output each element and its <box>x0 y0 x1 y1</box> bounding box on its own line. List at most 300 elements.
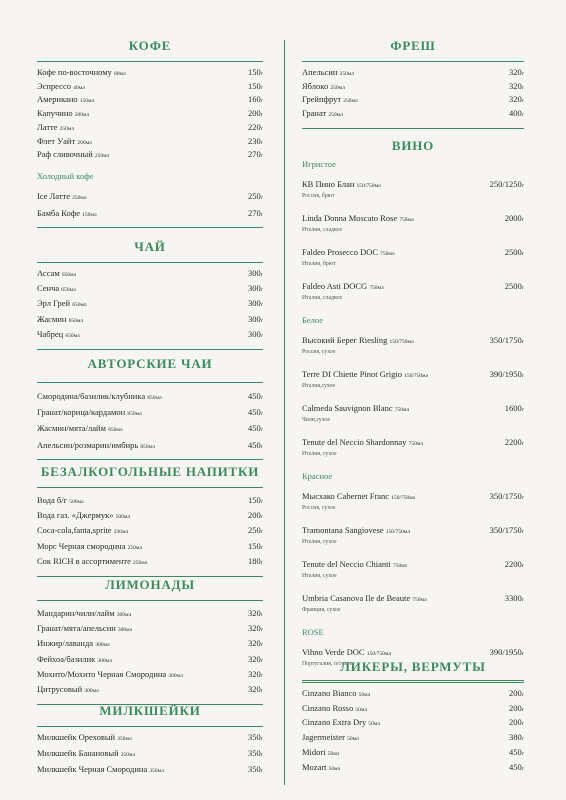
wine-item <box>302 212 524 234</box>
item-name-group <box>37 541 142 555</box>
item-name: Милкшейк Ореховый <box>37 732 116 742</box>
currency-mark: г <box>260 125 263 132</box>
item-name-group <box>37 440 155 454</box>
item-price-group <box>248 391 263 405</box>
item-price: 320 <box>247 623 261 634</box>
wine-section <box>302 138 524 681</box>
menu-item-row <box>302 747 524 761</box>
item-price: 220 <box>247 121 261 132</box>
section-rule-bottom <box>37 227 263 228</box>
item-name: КВ Пино Блан <box>302 179 355 189</box>
wine-origin: Италия, брют <box>302 261 336 267</box>
item-price: 350/1750 <box>489 491 522 501</box>
section-rule <box>37 487 263 488</box>
item-name: Umbria Casanova Ile de Beaute <box>302 593 411 603</box>
item-price-group <box>248 732 263 746</box>
item-volume: 500мл <box>115 514 131 521</box>
item-price-group <box>248 764 263 778</box>
item-price: 450 <box>508 746 522 757</box>
item-name: Terre DI Chiette Pinot Grigio <box>302 369 402 379</box>
currency-mark: г <box>260 544 263 551</box>
item-name-group <box>302 212 414 226</box>
menu-item-row <box>302 524 524 538</box>
item-price: 320 <box>247 653 261 664</box>
item-price: 320 <box>247 684 261 695</box>
item-price-group <box>248 298 263 312</box>
item-price: 350 <box>247 764 261 775</box>
section-title-milkshake: МИЛКШЕЙКИ <box>99 703 201 718</box>
menu-item-row <box>37 407 263 421</box>
item-name: Инжир/лаванда <box>37 638 94 649</box>
item-price: 300 <box>247 313 261 324</box>
item-name: Грейпфрут <box>302 94 342 105</box>
currency-mark: г <box>260 112 263 119</box>
currency-mark: г <box>260 139 263 146</box>
section-rule-bottom <box>37 459 263 460</box>
item-name: Раф сливочный <box>37 149 93 160</box>
item-name-group <box>37 208 97 222</box>
wine-origin: Италия, сладкое <box>302 227 343 233</box>
item-name: Высокий Берег Riesling <box>302 335 388 345</box>
currency-mark: г <box>521 736 524 743</box>
wine-origin: Россия, сухое <box>302 505 336 511</box>
wine-item <box>302 558 524 580</box>
currency-mark: г <box>521 407 524 413</box>
menu-item-row <box>37 81 263 95</box>
item-volume: 50мл <box>368 721 381 728</box>
item-price: 300 <box>247 283 261 294</box>
item-volume: 350мл <box>117 736 132 742</box>
menu-item-row <box>302 703 524 717</box>
menu-item-row <box>37 541 263 555</box>
item-name-group <box>37 149 109 163</box>
menu-item-row <box>302 81 524 95</box>
item-volume: 750мл <box>380 251 395 257</box>
item-price-group <box>509 81 524 95</box>
menu-item-row <box>37 283 263 297</box>
item-volume: 750мл <box>393 563 408 569</box>
item-name-group <box>302 762 340 776</box>
wine-origin: Италия, сухое <box>302 539 337 545</box>
item-price-group <box>509 108 524 122</box>
item-price: 350/1750 <box>489 525 522 535</box>
item-name-group <box>37 391 162 405</box>
menu-item-row <box>37 191 263 205</box>
item-name-group <box>37 67 126 81</box>
item-name-group <box>302 747 339 761</box>
menu-item-row <box>37 732 263 746</box>
item-name: Капучино <box>37 108 73 119</box>
item-price-group <box>248 283 263 297</box>
currency-mark: г <box>521 84 524 91</box>
currency-mark: г <box>260 84 263 91</box>
item-volume: 40мл <box>73 84 85 91</box>
item-price: 2500 <box>504 281 522 291</box>
item-price-group <box>248 122 263 136</box>
item-price-group <box>490 646 524 660</box>
item-name: Жасмин/мята/лайм <box>37 423 106 434</box>
wine-item <box>302 592 524 614</box>
item-volume: 250мл <box>133 559 148 566</box>
item-price: 320 <box>247 638 261 649</box>
liqueur-list <box>302 688 524 775</box>
item-name-group <box>37 556 148 570</box>
item-name-group <box>302 524 410 538</box>
currency-mark: г <box>260 395 263 401</box>
item-price-group <box>248 495 263 509</box>
currency-mark: г <box>521 71 524 77</box>
wine-item <box>302 402 524 424</box>
currency-mark: г <box>260 411 263 418</box>
item-price-group <box>509 762 524 776</box>
item-price: 2500 <box>504 247 522 257</box>
lemonade-list <box>37 608 263 698</box>
currency-mark: г <box>260 427 263 434</box>
item-name-group <box>302 592 427 606</box>
item-price: 270 <box>247 149 261 160</box>
menu-item-row <box>302 436 524 450</box>
item-volume: 150/750мл <box>385 529 410 535</box>
item-volume: 150/750мл <box>389 339 414 345</box>
item-volume: 50мл <box>358 692 371 698</box>
section-rule-bottom <box>302 128 524 129</box>
author-tea-section <box>37 356 263 460</box>
item-price: 400 <box>508 108 522 119</box>
item-price-group <box>509 688 524 702</box>
item-volume: 300мл <box>84 688 99 695</box>
item-price: 180 <box>247 555 261 566</box>
menu-item-row <box>37 423 263 437</box>
section-title-lemonade: ЛИМОНАДЫ <box>105 577 195 592</box>
menu-item-row <box>37 654 263 668</box>
item-name-group <box>302 402 409 416</box>
milkshake-section <box>37 703 263 781</box>
menu-item-row <box>37 556 263 570</box>
currency-mark: г <box>260 302 263 309</box>
item-name-group <box>37 81 85 95</box>
menu-item-row <box>302 490 524 504</box>
item-name: Ассам <box>37 268 60 278</box>
section-rule <box>37 382 263 383</box>
item-name-group <box>302 558 407 572</box>
item-name: Cinzano Extra Dry <box>302 717 367 728</box>
item-price-group <box>248 407 263 421</box>
item-price: 250/1250 <box>489 179 522 189</box>
item-price-group <box>248 423 263 437</box>
item-price: 320 <box>508 94 522 105</box>
item-name: Midori <box>302 746 326 757</box>
currency-mark: г <box>260 332 263 339</box>
wine-item <box>302 334 524 356</box>
item-name-group <box>37 608 131 622</box>
item-volume: 750мл <box>412 597 427 603</box>
currency-mark: г <box>260 443 263 450</box>
item-price-group <box>505 402 524 416</box>
wine-origin: Россия, сухое <box>302 349 336 355</box>
item-name: Эрл Грей <box>37 298 71 309</box>
currency-mark: г <box>260 688 263 695</box>
menu-item-row <box>37 638 263 652</box>
wine-origin: Италия, сухое <box>302 451 337 457</box>
item-volume: 50мл <box>355 706 368 713</box>
item-price: 200 <box>247 108 261 119</box>
item-price: 3300 <box>504 593 522 603</box>
item-name-group <box>37 283 76 297</box>
section-rule <box>37 262 263 263</box>
item-volume: 150/750мл <box>404 373 429 379</box>
item-volume: 750мл <box>399 217 414 223</box>
item-name: Яблоко <box>302 80 329 91</box>
item-price-group <box>505 212 524 226</box>
wine-group-label: ROSE <box>302 627 324 637</box>
item-price: 350 <box>247 748 261 759</box>
item-name-group <box>37 423 123 437</box>
item-price-group <box>509 717 524 731</box>
currency-mark: г <box>260 211 263 218</box>
item-name: Coca-cola,fanta,sprite <box>37 525 112 536</box>
item-name-group <box>37 314 83 328</box>
item-price: 200 <box>508 688 522 698</box>
item-price: 450 <box>247 407 261 418</box>
item-name: Гранат/мята/апельсин <box>37 623 116 634</box>
item-name: Американо <box>37 94 78 105</box>
item-name: Вода б/г <box>37 495 68 505</box>
item-price-group <box>248 329 263 343</box>
item-price: 2200 <box>504 437 522 447</box>
item-price-group <box>505 246 524 260</box>
item-price: 380 <box>508 732 522 743</box>
item-price: 200 <box>508 717 522 728</box>
currency-mark: г <box>260 672 263 679</box>
menu-item-row <box>302 646 524 660</box>
item-name: Апельсин/розмарин/имбирь <box>37 439 139 450</box>
section-title-soft-drinks: БЕЗАЛКОГОЛЬНЫЕ НАПИТКИ <box>40 464 260 479</box>
item-name: Cinzano Rosso <box>302 702 354 713</box>
section-rule-bottom <box>37 349 263 350</box>
menu-item-row <box>302 178 524 192</box>
item-name-group <box>37 94 94 108</box>
item-price-group <box>248 623 263 637</box>
currency-mark: г <box>521 721 524 728</box>
item-price: 350 <box>247 732 261 742</box>
item-price-group <box>505 592 524 606</box>
currency-mark: г <box>521 285 524 291</box>
item-name: Мандарин/чили/лайм <box>37 608 115 618</box>
currency-mark: г <box>260 71 263 77</box>
item-price-group <box>490 334 524 348</box>
item-name: Tramontana Sangiovese <box>302 525 384 535</box>
item-price-group <box>248 314 263 328</box>
menu-item-row <box>37 525 263 539</box>
item-volume: 150мл <box>79 98 95 105</box>
item-price-group <box>248 208 263 222</box>
item-name: Гранат <box>302 108 327 119</box>
item-name: Латте <box>37 121 58 132</box>
item-volume: 50мл <box>328 765 341 772</box>
item-name-group <box>302 94 358 108</box>
currency-mark: г <box>260 559 263 566</box>
item-price-group <box>509 703 524 717</box>
wine-item <box>302 490 524 512</box>
currency-mark: г <box>260 752 263 759</box>
item-volume: 650мл <box>72 302 87 309</box>
item-volume: 650мл <box>61 287 76 294</box>
wine-origin: Португалия, п/сухое <box>302 661 353 667</box>
wine-origin: Италия, сладкое <box>302 295 343 301</box>
menu-item-row <box>37 122 263 136</box>
item-name: Сок RICH в ассортименте <box>37 555 131 566</box>
wine-origin: Франция, сухое <box>302 607 341 613</box>
item-price: 1600 <box>504 403 522 413</box>
item-name: Cinzano Bianco <box>302 688 357 698</box>
menu-item-row <box>302 67 524 81</box>
item-name: Calmeda Sauvignon Blanc <box>302 403 393 413</box>
item-volume: 300мл <box>168 672 183 679</box>
item-price-group <box>248 654 263 668</box>
currency-mark: г <box>260 612 263 618</box>
item-volume: 300мл <box>97 657 112 664</box>
menu-item-row <box>37 608 263 622</box>
section-title-liqueur: ЛИКЕРЫ, ВЕРМУТЫ <box>340 659 486 674</box>
item-name-group <box>37 136 92 150</box>
wine-origin: Чили,сухое <box>302 417 330 423</box>
item-price-group <box>248 136 263 150</box>
item-name-group <box>37 654 112 668</box>
menu-item-row <box>37 764 263 778</box>
wine-item <box>302 524 524 546</box>
menu-item-row <box>302 717 524 731</box>
item-name-group <box>37 525 128 539</box>
item-name-group <box>37 732 132 746</box>
section-title-wine: ВИНО <box>391 138 435 153</box>
item-name-group <box>37 407 142 421</box>
currency-mark: г <box>260 529 263 536</box>
currency-mark: г <box>260 657 263 664</box>
currency-mark: г <box>260 153 263 160</box>
currency-mark: г <box>521 98 524 105</box>
item-name-group <box>302 334 414 348</box>
item-price: 320 <box>508 80 522 91</box>
currency-mark: г <box>521 339 524 345</box>
menu-item-row <box>302 94 524 108</box>
item-volume: 650мл <box>68 317 84 324</box>
item-price: 150 <box>247 80 261 91</box>
liqueur-section <box>302 659 524 776</box>
item-name: Мохито/Мохито Черная Смородина <box>37 668 167 679</box>
item-volume: 250мл <box>343 98 358 105</box>
item-price: 300 <box>247 298 261 309</box>
item-price-group <box>248 191 263 205</box>
item-name: Кофе по-восточному <box>37 67 112 77</box>
item-price-group <box>248 608 263 622</box>
item-volume: 330мл <box>113 529 129 536</box>
item-volume: 350мл <box>120 752 136 759</box>
item-name-group <box>37 108 89 122</box>
item-name-group <box>302 732 359 746</box>
item-name-group <box>37 748 135 762</box>
section-rule <box>37 61 263 62</box>
item-price: 450 <box>247 391 261 401</box>
item-name: Faldeo Prosecco DOC <box>302 247 379 257</box>
currency-mark: г <box>260 194 263 201</box>
item-price-group <box>509 94 524 108</box>
item-price-group <box>505 280 524 294</box>
menu-item-row <box>37 298 263 312</box>
item-price: 250 <box>247 525 261 536</box>
soft-drinks-list <box>37 495 263 570</box>
item-price: 2000 <box>504 213 522 223</box>
item-price: 2200 <box>504 559 522 569</box>
item-name: Tenute del Neccio Chianti <box>302 559 391 569</box>
item-name-group <box>37 191 87 205</box>
item-price-group <box>509 732 524 746</box>
menu-item-row <box>302 108 524 122</box>
item-name: Апельсин <box>302 67 338 77</box>
item-name: Вода газ. «Джермук» <box>37 510 114 521</box>
currency-mark: г <box>521 112 524 119</box>
item-name-group <box>37 298 87 312</box>
tea-section <box>37 239 263 350</box>
section-rule <box>302 682 524 683</box>
currency-mark: г <box>521 651 524 657</box>
currency-mark: г <box>521 597 524 603</box>
item-price-group <box>248 638 263 652</box>
menu-item-row <box>37 669 263 683</box>
item-name: Смородина/базилик/клубника <box>37 391 146 401</box>
menu-item-row <box>37 136 263 150</box>
coffee-section <box>37 38 263 228</box>
item-volume: 650мл <box>61 272 77 278</box>
currency-mark: г <box>521 765 524 772</box>
lemonade-section <box>37 577 263 705</box>
item-volume: 250мл <box>72 194 87 201</box>
item-name-group <box>37 510 130 524</box>
column-divider <box>284 40 285 785</box>
section-title-coffee: КОФЕ <box>128 38 172 53</box>
item-name-group <box>302 646 391 660</box>
milkshake-list <box>37 732 263 778</box>
item-name-group <box>302 67 354 81</box>
menu-item-row <box>302 762 524 776</box>
wine-origin: Италия,сухое <box>302 383 336 389</box>
item-volume: 250мл <box>59 125 75 132</box>
menu-item-row <box>302 246 524 260</box>
item-price: 250 <box>247 190 261 201</box>
item-name: Флет Уайт <box>37 135 76 146</box>
item-price: 390/1950 <box>489 647 522 657</box>
section-rule <box>37 726 263 727</box>
currency-mark: г <box>521 373 524 379</box>
menu-item-row <box>37 329 263 343</box>
item-price: 230 <box>247 135 261 146</box>
fresh-section <box>302 38 524 129</box>
wine-group-label: Красное <box>302 471 333 481</box>
currency-mark: г <box>260 272 263 278</box>
menu-item-row <box>37 67 263 81</box>
item-price-group <box>248 440 263 454</box>
fresh-list <box>302 67 524 122</box>
item-name-group <box>302 490 415 504</box>
currency-mark: г <box>521 750 524 757</box>
menu-item-row <box>37 268 263 282</box>
item-price-group <box>505 558 524 572</box>
item-price-group <box>248 94 263 108</box>
item-volume: 300мл <box>95 642 110 649</box>
item-price-group <box>248 556 263 570</box>
tea-list <box>37 268 263 343</box>
item-name-group <box>302 246 395 260</box>
menu-item-row <box>302 592 524 606</box>
